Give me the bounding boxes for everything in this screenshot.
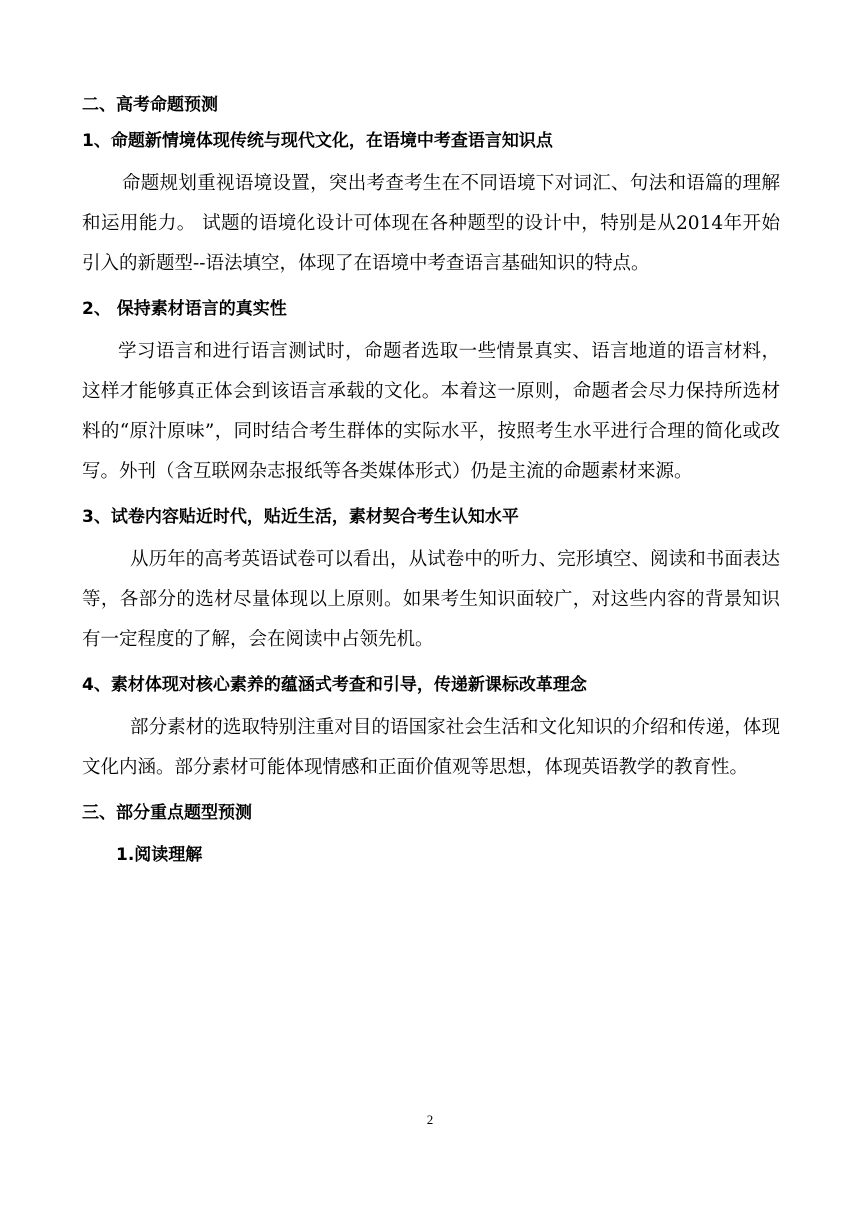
item-paragraph-3: 从历年的高考英语试卷可以看出，从试卷中的听力、完形填空、阅读和书面表达等，各部分的选材尽量体现以上原则。如果考生知识面较广，对这些内容的背景知识有一定程度的了解，会在阅读中占领先机。 (82, 549, 780, 650)
sub-heading-reading: 1.阅读理解 (116, 845, 203, 865)
item-heading-4: 4、素材体现对核心素养的蕴涵式考查和引导，传递新课标改革理念 (82, 675, 587, 695)
document-body (82, 88, 780, 872)
item-paragraph-1: 命题规划重视语境设置，突出考查考生在不同语境下对词汇、句法和语篇的理解和运用能力。 试题的语境化设计可体现在各种题型的设计中，特别是从2014年开始引入的新题型--语法填空，体现了在语境中考查语言基础知识的特点。 (82, 173, 780, 274)
page-number: 2 (426, 1112, 434, 1127)
section-heading-key-question-types: 三、部分重点题型预测 (82, 803, 252, 823)
item-heading-2: 2、 保持素材语言的真实性 (82, 299, 287, 319)
item-heading-3: 3、试卷内容贴近时代，贴近生活，素材契合考生认知水平 (82, 507, 519, 527)
section-heading-predictions: 二、高考命题预测 (82, 95, 218, 115)
item-paragraph-4: 部分素材的选取特别注重对目的语国家社会生活和文化知识的介绍和传递，体现文化内涵。部分素材可能体现情感和正面价值观等思想，体现英语教学的教育性。 (82, 717, 780, 778)
item-paragraph-2: 学习语言和进行语言测试时，命题者选取一些情景真实、语言地道的语言材料，这样才能够真正体会到该语言承载的文化。本着这一原则，命题者会尽力保持所选材料的“原汁原味”，同时结合考生群体的实际水平，按照考生水平进行合理的简化或改写。外刊（含互联网杂志报纸等各类媒体形式）仍是主流的命题素材来源。 (82, 341, 780, 482)
item-heading-1: 1、命题新情境体现传统与现代文化，在语境中考查语言知识点 (82, 131, 553, 151)
